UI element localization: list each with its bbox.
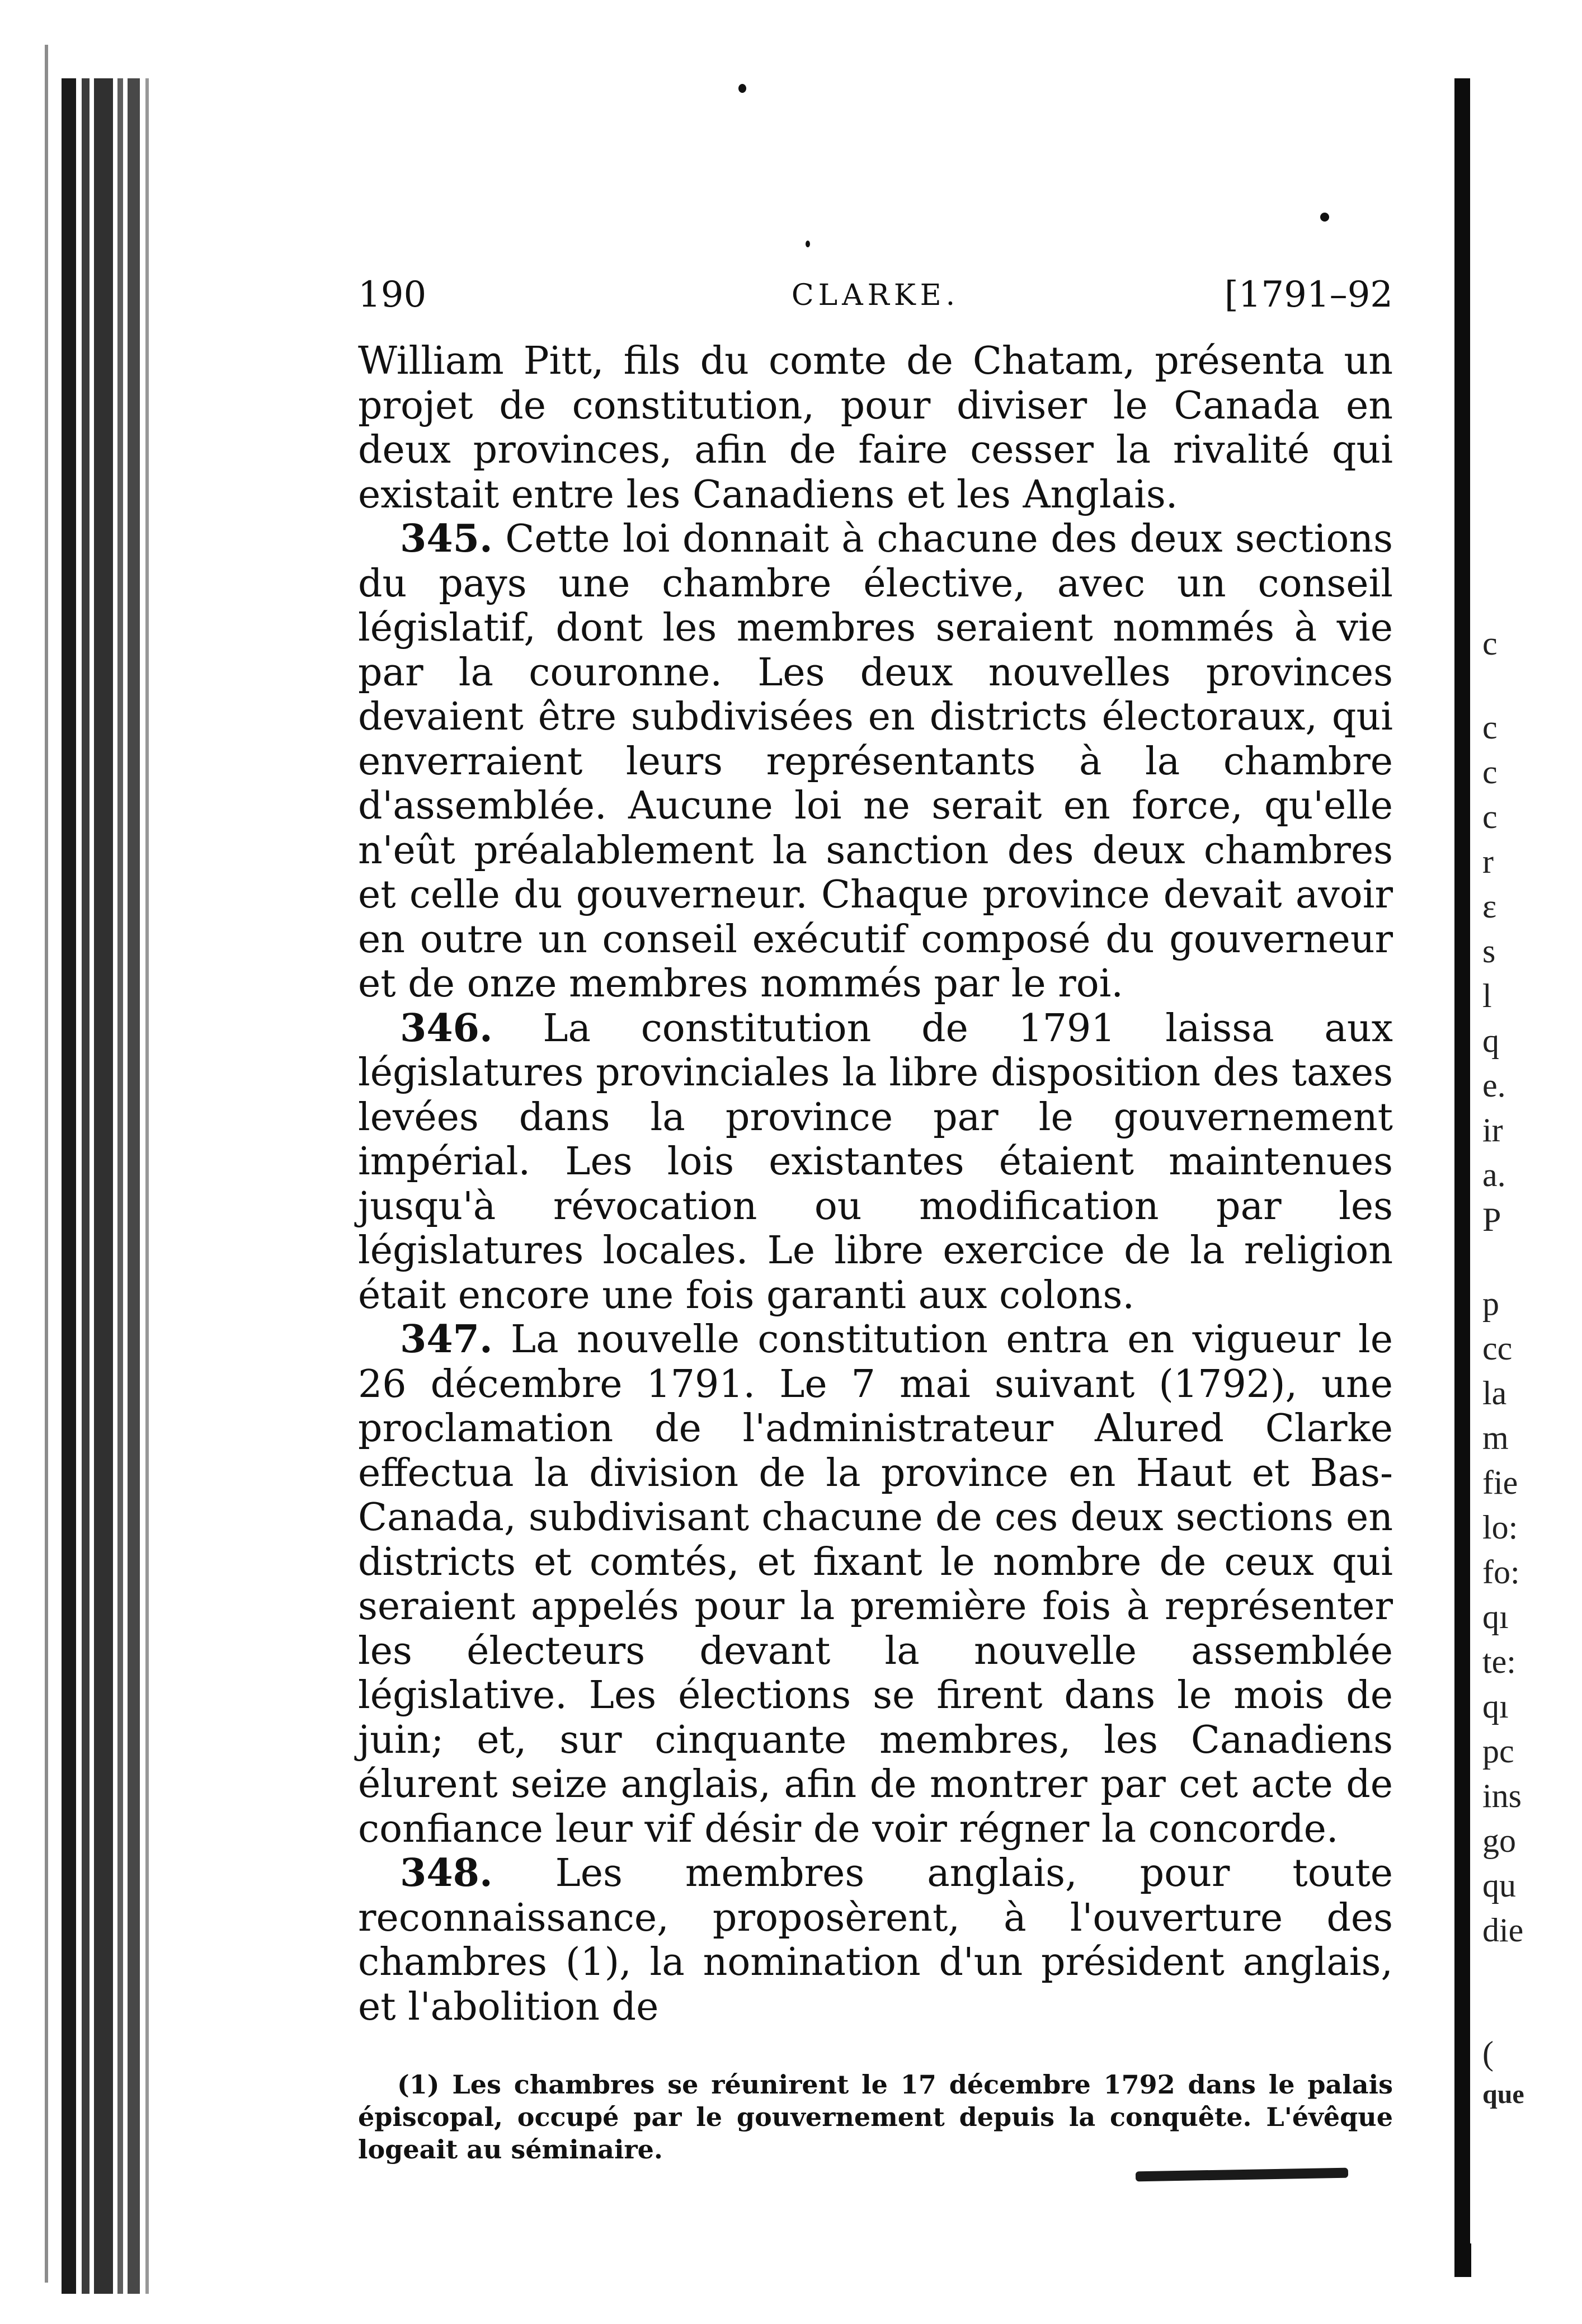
adjacent-fragment: te: <box>1482 1643 1516 1680</box>
paragraph-number: 345. <box>400 516 493 561</box>
paragraph <box>358 1318 1393 1851</box>
paragraph <box>358 1006 1393 1318</box>
date-range: [1791–92 <box>1224 274 1393 316</box>
adjacent-fragment: P <box>1482 1201 1501 1238</box>
scan-speck <box>1320 213 1329 222</box>
adjacent-fragment: e. <box>1482 1067 1506 1104</box>
adjacent-fragment: fie <box>1482 1464 1518 1501</box>
adjacent-fragment: ir <box>1482 1112 1503 1149</box>
adjacent-fragment: s <box>1482 933 1496 970</box>
footnote: (1) Les chambres se réunirent le 17 décembre 1792 dans le palais épiscopal, occupé par le gouvernement depuis la conquête. L'évêque logeait au séminaire. <box>358 2069 1393 2165</box>
paragraph-number: 347. <box>400 1317 493 1362</box>
adjacent-page-edge <box>1477 0 1582 2324</box>
paragraph-number: 346. <box>400 1005 493 1051</box>
adjacent-fragment: a. <box>1482 1156 1506 1193</box>
adjacent-fragment: ε <box>1482 888 1497 925</box>
paragraph-text: Cette loi donnait à chacune des deux sections du pays une chambre élective, avec un conseil législatif, dont les membres seraient nommés à vie par la couronne. Les deux nouvelles provinces devaient être subdivisées en districts électoraux, qui enverraient leurs représentants à la chambre d'assemblée. Aucune loi ne serait en force, qu'elle n'eût préalablement la sanction des deux chambres et celle du gouverneur. Chaque province devait avoir en outre un conseil exécutif composé du gouverneur et de onze membres nommés par le roi. <box>358 517 1393 1006</box>
ink-smudge <box>1136 2168 1348 2182</box>
gutter-stripe <box>94 78 113 2294</box>
adjacent-fragment: go <box>1482 1822 1516 1859</box>
adjacent-fragment: qı <box>1482 1688 1509 1725</box>
running-title: CLARKE. <box>791 279 960 312</box>
adjacent-fragment: c <box>1482 754 1498 791</box>
paragraph <box>358 1851 1393 2029</box>
adjacent-fragment: c <box>1482 625 1498 662</box>
book-page <box>358 263 1393 2166</box>
paragraph-text: Les membres anglais, pour toute reconnaissance, proposèrent, à l'ouverture des chambres (1), la nomination d'un président anglais, et l'abolition de <box>358 1851 1393 2029</box>
gutter-stripe <box>45 45 48 2283</box>
adjacent-fragment: c <box>1482 709 1498 746</box>
adjacent-fragment: cc <box>1482 1330 1513 1367</box>
paragraph-text: William Pitt, fils du comte de Chatam, présenta un projet de constitution, pour diviser le Canada en deux provinces, afin de faire cesser la rivalité qui existait entre les Canadiens et les Anglais. <box>358 339 1393 517</box>
paragraph-number: 348. <box>400 1851 493 1895</box>
adjacent-fragment: die <box>1482 1912 1524 1949</box>
paragraph-text: La nouvelle constitution entra en vigueur le 26 décembre 1791. Le 7 mai suivant (1792), une proclamation de l'administrateur Alured Clarke effectua la division de la province en Haut et Bas-Canada, subdivisant chacune de ces deux sections en districts et comtés, et fixant le nombre de ceux qui seraient appelés pour la première fois à représenter les électeurs devant la nouvelle assemblée législative. Les élections se firent dans le mois de juin; et, sur cinquante membres, les Canadiens élurent seize anglais, afin de montrer par cet acte de confiance leur vif désir de voir régner la concorde. <box>358 1318 1393 1851</box>
adjacent-fragment: m <box>1482 1419 1509 1456</box>
page-number: 190 <box>358 274 427 316</box>
scan-speck <box>806 241 810 247</box>
adjacent-fragment: l <box>1482 977 1492 1014</box>
adjacent-fragment: q <box>1482 1022 1499 1059</box>
page-edge-rule <box>1454 78 1470 2249</box>
gutter-stripe <box>128 78 140 2294</box>
paragraph <box>358 339 1393 517</box>
adjacent-fragment: c <box>1482 798 1498 835</box>
binding-gutter <box>28 0 157 2324</box>
adjacent-fragment: qı <box>1482 1598 1509 1635</box>
adjacent-fragment: la <box>1482 1375 1507 1412</box>
gutter-stripe <box>145 78 149 2294</box>
adjacent-fragment: p <box>1482 1285 1499 1322</box>
adjacent-fragment: pc <box>1482 1733 1514 1770</box>
paragraph-text: La constitution de 1791 laissa aux législatures provinciales la libre disposition des taxes levées dans la province par le gouvernement impérial. Les lois existantes étaient maintenues jusqu'à révocation ou modification par les législatures locales. Le libre exercice de la religion était encore une fois garanti aux colons. <box>358 1006 1393 1318</box>
page-header <box>358 263 1393 330</box>
adjacent-fragment: ( <box>1482 2035 1494 2072</box>
scan-speck <box>738 84 746 93</box>
adjacent-fragment: qu <box>1482 1867 1516 1904</box>
adjacent-fragment: lo: <box>1482 1509 1518 1546</box>
gutter-stripe <box>117 78 123 2294</box>
page-edge-rule <box>1454 2243 1471 2277</box>
adjacent-fragment: que <box>1482 2080 1524 2109</box>
gutter-stripe <box>82 78 90 2294</box>
gutter-stripe <box>62 78 76 2294</box>
adjacent-fragment: fo: <box>1482 1554 1520 1591</box>
body-text <box>358 339 1393 2029</box>
adjacent-fragment: ins <box>1482 1777 1522 1814</box>
paragraph <box>358 517 1393 1006</box>
adjacent-fragment: r <box>1482 843 1494 880</box>
